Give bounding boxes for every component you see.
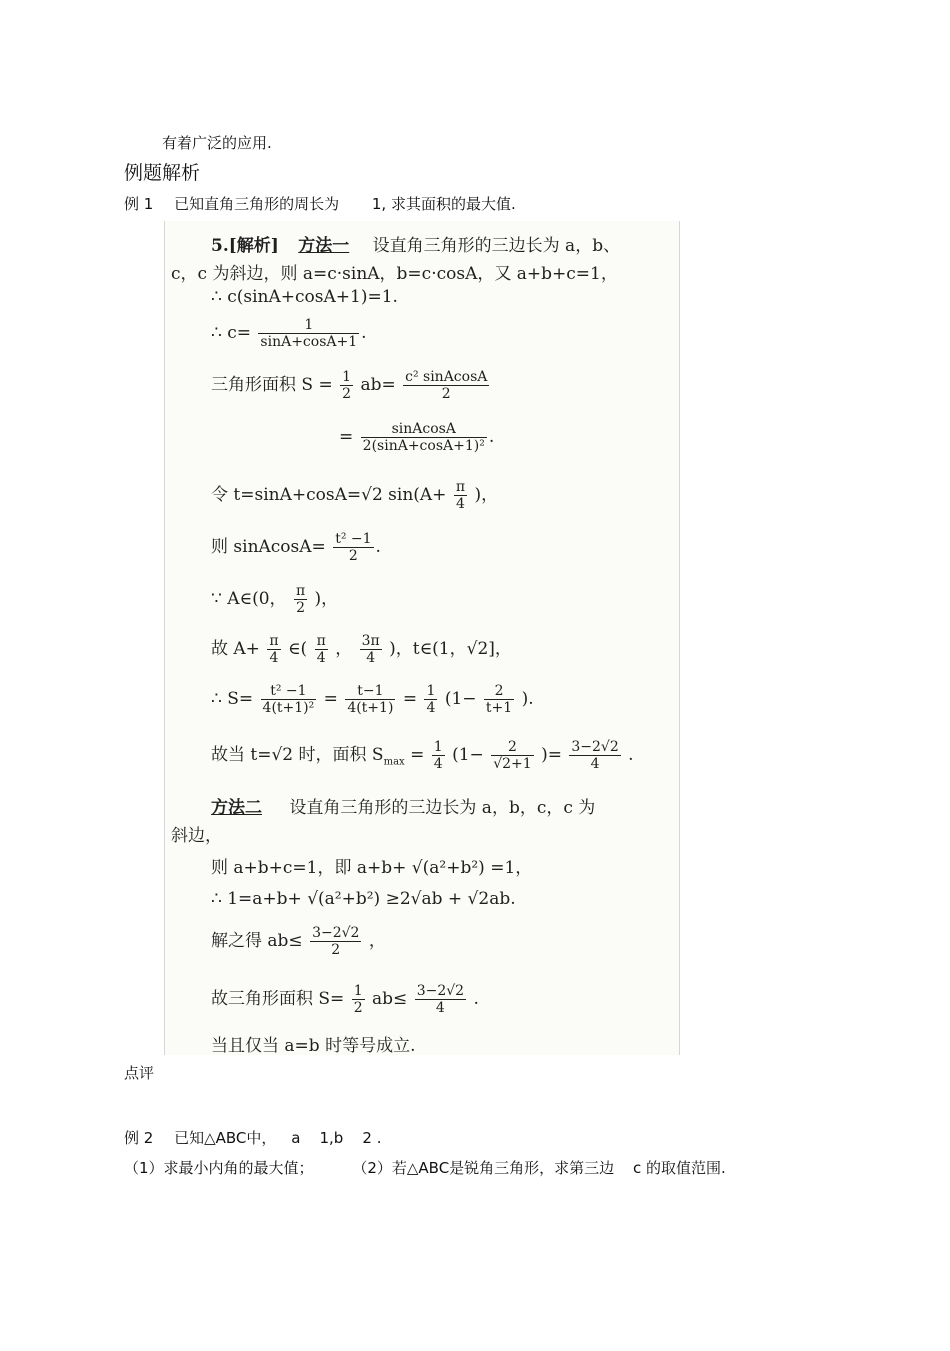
method-one-label: 方法一 — [298, 236, 350, 256]
section-title: 例题解析 — [124, 162, 201, 184]
intro-tail-text: 有着广泛的应用. — [162, 134, 272, 152]
fraction: $\frac{3-2√2}{4}$ — [416, 983, 465, 1017]
solution-line-3: ∴ c(sinA+cosA+1)=1. — [211, 287, 398, 307]
solution-line-4: ∴ c= $\frac{1}{\sin A+\cos A+1}$ . — [211, 317, 367, 351]
example2-label: 例 2 — [124, 1129, 154, 1147]
example2-sides: a 1,b 2 — [291, 1129, 372, 1147]
fraction: $\frac{\text{c² sinAcosA}}{2}$ — [405, 369, 488, 403]
solution-line-9: ∵ A∈(0， $\frac{\pi}{2}$ )， — [211, 583, 339, 617]
solution-line-14: 斜边， — [171, 826, 222, 846]
question-1: （1）求最小内角的最大值； — [124, 1159, 314, 1177]
solution-line-2: c，c 为斜边，则 a=c·sinA，b=c·cosA，又 a+b+c=1， — [171, 264, 618, 284]
solution-line-18: 故三角形面积 S= $\frac{1}{2}$ ab≤ $\frac{3-2√2}{4}$ . — [211, 983, 479, 1017]
solution-scan — [164, 221, 680, 1055]
solution-line-12: 故当 t=√2 时，面积 $S_{max}$ = $\frac{1}{4}$ (1− $\frac{2}{√2+1}$ )= $\frac{3-2√2}{4}$ . — [211, 739, 634, 773]
solution-line-7: 令 t=sinA+cosA=√2 sin(A+ $\frac{\pi}{4}$ )， — [211, 479, 499, 513]
question-2-tail: 的取值范围. — [645, 1159, 726, 1177]
fraction: $\frac{t-1}{4(t+1)}$ — [347, 683, 394, 717]
fraction: $\frac{\pi}{4}$ — [316, 633, 326, 667]
solution-line-17: 解之得 ab≤ $\frac{3-2√2}{2}$ ， — [211, 925, 386, 959]
solution-label: 5.[解析] — [211, 236, 279, 256]
solution-line-6: = $\frac{\text{sinAcosA}}{\text{2(sinA+cosA+1)²}}$ . — [339, 421, 495, 455]
solution-line-1-text: 设直角三角形的三边长为 a，b、 — [372, 236, 621, 256]
solution-line-5: 三角形面积 S = $\frac{1}{2}$ ab= $\frac{\text{c² sinAcosA}}{2}$ — [211, 369, 488, 403]
solution-line-15: 则 a+b+c=1，即 a+b+ √(a²+b²) =1， — [211, 858, 533, 878]
example2-text: 已知△ABC中， — [174, 1129, 277, 1147]
fraction: $\frac{\pi}{2}$ — [295, 583, 306, 617]
fraction: $\frac{2}{t+1}$ — [485, 683, 513, 717]
solution-line-8: 则 sinAcosA= $\frac{\text{t² −1}}{2}$ . — [211, 531, 381, 565]
fraction: $\frac{1}{4}$ — [433, 739, 443, 773]
question-2-variable: c — [632, 1159, 642, 1177]
example1-value: 1, — [371, 195, 387, 213]
line4-prefix: ∴ c= — [211, 323, 251, 344]
solution-line-10: 故 A+ $\frac{\pi}{4}$ ∈( $\frac{\pi}{4}$ ， $\frac{3\pi}{4}$ )，t∈(1，√2]， — [211, 633, 512, 667]
example1-tail: 求其面积的最大值. — [390, 195, 516, 213]
fraction: $\frac{2}{√2+1}$ — [493, 739, 532, 773]
question-2: （2）若△ABC是锐角三角形，求第三边 — [352, 1159, 615, 1177]
fraction: $\frac{3-2√2}{4}$ — [571, 739, 619, 773]
fraction: $\frac{1}{4}$ — [426, 683, 436, 717]
fraction: $\frac{1}{2}$ — [353, 983, 363, 1017]
fraction: $\frac{1}{\sin A+\cos A+1}$ — [260, 317, 358, 351]
example2-line — [124, 1127, 381, 1148]
example1-text: 已知直角三角形的周长为 — [174, 195, 340, 213]
fraction: $\frac{\pi}{4}$ — [455, 479, 466, 513]
solution-line-16: ∴ 1=a+b+ √(a²+b²) ≥2√ab + √2ab. — [211, 889, 516, 909]
example1-label: 例 1 — [124, 195, 154, 213]
fraction: $\frac{\pi}{4}$ — [269, 633, 279, 667]
fraction: $\frac{\text{sinAcosA}}{\text{2(sinA+cosA+1)²}}$ — [362, 421, 485, 455]
solution-line-11: ∴ S= $\frac{\text{t² −1}}{\text{4(t+1)²}}$ = $\frac{t-1}{4(t+1)}$ = $\frac{1}{4}$ (1− $\frac{2}{t+1}$ ). — [211, 683, 534, 717]
solution-line-19: 当且仅当 a=b 时等号成立. — [211, 1036, 416, 1056]
example2-questions — [124, 1157, 726, 1178]
comment-label: 点评 — [124, 1064, 155, 1082]
solution-line-1 — [211, 231, 620, 256]
fraction: $\frac{3-2√2}{2}$ — [312, 925, 360, 959]
solution-line-13: 方法二 设直角三角形的三边长为 a，b，c，c 为 — [211, 798, 596, 818]
fraction: $\frac{3\pi}{4}$ — [361, 633, 380, 667]
example1-line — [124, 193, 516, 214]
method-two-label: 方法二 — [211, 798, 262, 818]
fraction: $\frac{\text{t² −1}}{\text{4(t+1)²}}$ — [262, 683, 315, 717]
fraction: $\frac{\text{t² −1}}{2}$ — [335, 531, 372, 565]
fraction: $\frac{1}{2}$ — [342, 369, 352, 403]
example2-end: . — [376, 1129, 382, 1147]
